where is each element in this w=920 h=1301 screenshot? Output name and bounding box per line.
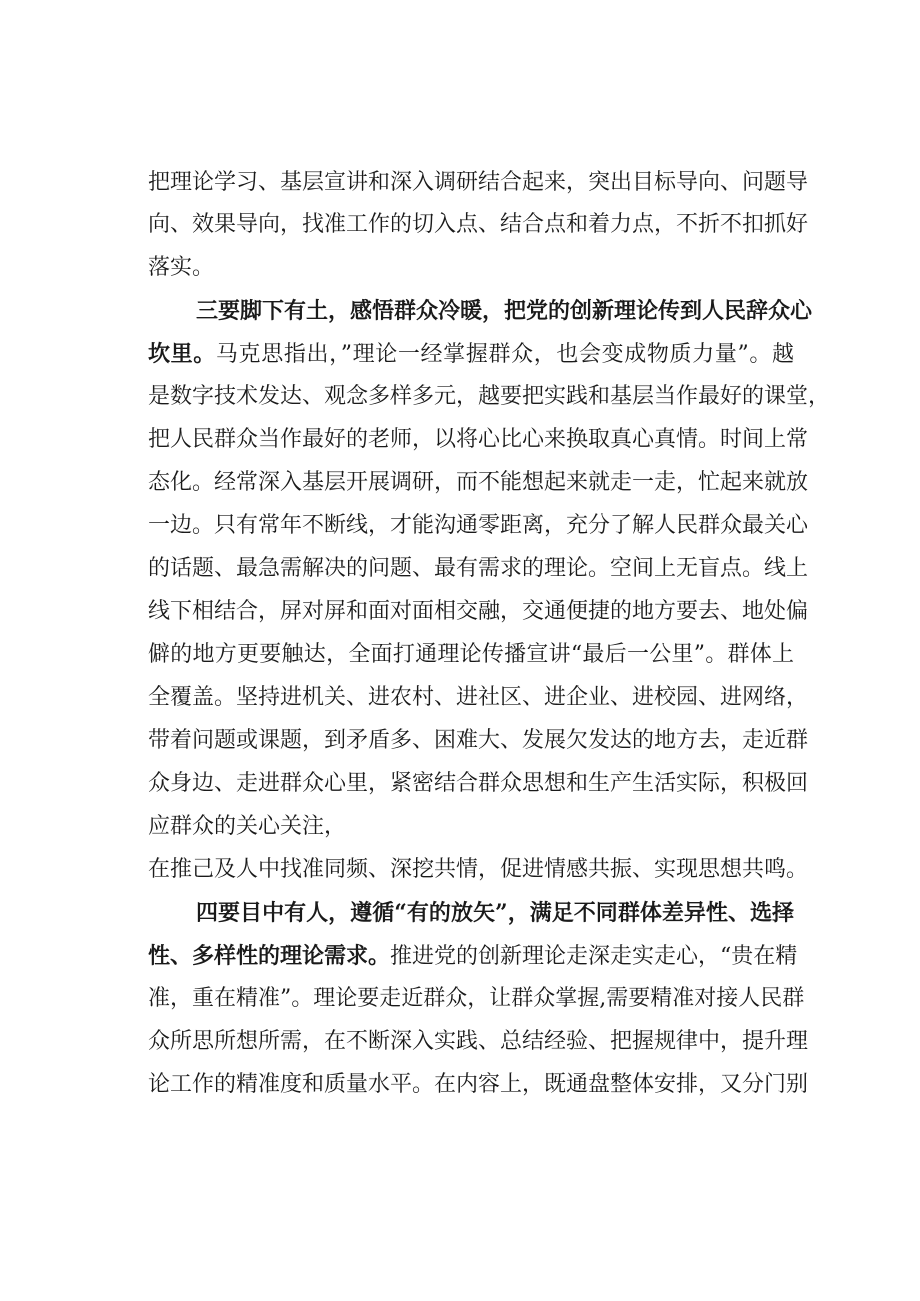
paragraph-2-line-4: 把人民群众当作最好的老师，以将心比心来换取真心真情。时间上常 (148, 427, 809, 452)
paragraph-3-line-3: 准，重在精准”。理论要走近群众，让群众掌握,需要精准对接人民群 (148, 986, 805, 1011)
paragraph-2-line-11: 带着问题或课题，到矛盾多、困难大、发展欠发达的地方去，走近群 (148, 728, 809, 753)
paragraph-3-heading-line-1: 四要目中有人，遵循“有的放矢”，满足不同群体差异性、选择 (196, 900, 794, 926)
paragraph-2-line-5: 态化。经常深入基层开展调研，而不能想起来就走一走，忙起来就放 (148, 470, 809, 495)
paragraph-2-line-7: 的话题、最急需解决的问题、最有需求的理论。空间上无盲点。线上 (148, 556, 809, 581)
paragraph-2-line-6: 一边。只有常年不断线，才能沟通零距离，充分了解人民群众最关心 (148, 513, 809, 538)
paragraph-3-heading-line-2: 性、多样性的理论需求。 (148, 943, 391, 969)
paragraph-2-line-13: 应群众的关心关注， (148, 814, 347, 839)
paragraph-3-line-2 (148, 941, 798, 972)
paragraph-3-line-4: 众所思所想所需，在不断深入实践、总结经验、把握规律中，提升理 (148, 1029, 809, 1054)
paragraph-1-line-1: 把理论学习、基层宣讲和深入调研结合起来，突出目标导向、问题导 (148, 170, 809, 195)
paragraph-2-line-9: 僻的地方更要触达，全面打通理论传播宣讲“最后一公里”。群体上 (148, 642, 794, 667)
paragraph-2-line-14: 在推己及人中找准同频、深挖共情，促进情感共振、实现思想共鸣。 (148, 857, 809, 882)
paragraph-2-line-8: 线下相结合，屏对屏和面对面相交融，交通便捷的地方要去、地处偏 (148, 599, 809, 624)
paragraph-1-line-3: 落实。 (148, 255, 215, 280)
paragraph-2-line-2-text: 马克思指出，”理论一经掌握群众，也会变成物质力量”。越 (215, 342, 794, 367)
paragraph-3-line-2-text: 推进党的创新理论走深走实走心，“贵在精 (390, 944, 798, 969)
paragraph-2-heading-line-1: 三要脚下有土，感悟群众冷暖，把党的创新理论传到人民辞众心 (196, 298, 813, 324)
paragraph-2-line-12: 众身边、走进群众心里，紧密结合群众思想和生产生活实际，积极回 (148, 771, 809, 796)
paragraph-2-line-10: 全覆盖。坚持进机关、进农村、进社区、进企业、进校园、进网络， (148, 685, 809, 710)
paragraph-2-line-2 (148, 339, 794, 370)
paragraph-1-line-2: 向、效果导向，找准工作的切入点、结合点和着力点，不折不扣抓好 (148, 212, 809, 237)
paragraph-3-line-5: 论工作的精准度和质量水平。在内容上，既通盘整体安排，又分门别 (148, 1072, 809, 1097)
paragraph-2-heading-line-2: 坎里。 (148, 341, 216, 367)
paragraph-2-line-3: 是数字技术发达、观念多样多元，越要把实践和基层当作最好的课堂， (148, 384, 831, 409)
